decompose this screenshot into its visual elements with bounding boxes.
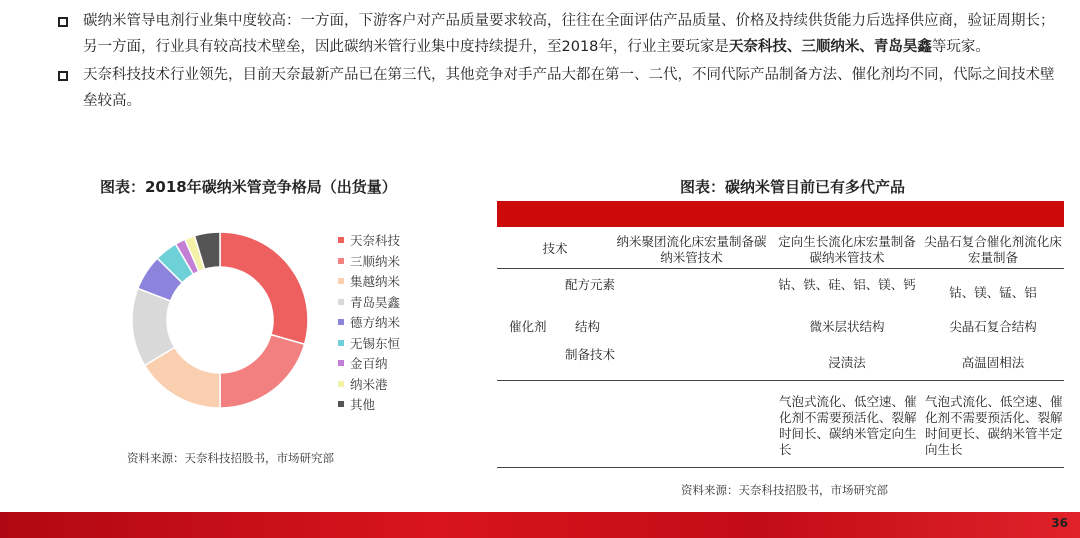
table-header-bar [497,201,1064,227]
legend-swatch-icon [338,258,344,264]
bullet-2-text: 天奈科技技术行业领先，目前天奈最新产品已在第三代，其他竞争对手产品大都在第一、二代，不同代际产品制备方法、催化剂均不同，代际之间技术壁垒较高。 [83,67,1055,109]
donut-chart-title: 图表：2018年碳纳米管竞争格局（出货量） [100,178,397,196]
legend-swatch-icon [338,237,344,243]
legend-label: 金百纳 [350,356,388,372]
legend-label: 集越纳米 [350,274,401,290]
row-structure-col2: 微米层状结构 [809,319,885,334]
donut-source: 资料来源：天奈科技招股书，市场研究部 [127,451,334,465]
bullet-1-text-bold: 天奈科技、三顺纳米、青岛昊鑫 [728,39,932,55]
legend-label: 其他 [350,397,376,413]
group-label-catalyst: 催化剂 [509,319,547,334]
row-preparation-col2: 浸渍法 [828,355,866,370]
row-label-structure: 结构 [575,319,601,334]
legend-item-7 [338,353,400,374]
page-number: 36 [1051,516,1068,530]
legend-item-1 [338,230,400,251]
footer-bar [0,512,1080,538]
donut-legend [338,230,400,415]
notes-col2: 气泡式流化、低空速、催化剂不需要预活化、裂解时间长、碳纳米管定向生长 [779,394,917,457]
bullet-1-text-a: 碳纳米管导电剂行业集中度较高：一方面，下游客户对产品质量要求较高，往往在全面评估产品质量、价格及持续供货能力后选择供应商，验证周期长；另一方面，行业具有较高技术壁垒，因此碳纳米管行业集中度持续提升，至2018年，行业主要玩家是 [83,13,1055,55]
bullet-item-2 [58,62,1068,114]
legend-swatch-icon [338,340,344,346]
legend-item-2 [338,251,400,272]
header-tech-label: 技术 [542,241,568,256]
header-col2: 定向生长流化床宏量制备碳纳米管技术 [778,234,916,265]
square-bullet-icon [58,71,68,81]
notes-col3: 气泡式流化、低空速、催化剂不需要预活化、裂解时间更长、碳纳米管半定向生长 [925,394,1063,457]
square-bullet-icon [58,17,68,27]
legend-label: 纳米港 [350,376,388,392]
donut-slice-2 [220,335,305,408]
legend-item-5 [338,312,400,333]
bullet-list [58,8,1068,116]
donut-chart-svg [120,220,320,420]
legend-swatch-icon [338,401,344,407]
row-label-formula: 配方元素 [565,277,616,292]
donut-chart [120,220,320,420]
legend-item-4 [338,292,400,313]
legend-swatch-icon [338,360,344,366]
legend-swatch-icon [338,278,344,284]
table-divider [497,380,1064,381]
table-source: 资料来源：天奈科技招股书，市场研究部 [681,483,888,497]
legend-swatch-icon [338,319,344,325]
legend-label: 三顺纳米 [350,253,401,269]
legend-item-9 [338,394,400,415]
generation-table [497,227,1064,467]
legend-swatch-icon [338,299,344,305]
bullet-item-1 [58,8,1068,60]
row-preparation-col3: 高温固相法 [961,355,1025,370]
row-formula-col3: 钴、镁、锰、铝 [949,285,1037,300]
legend-item-8 [338,374,400,395]
header-col3: 尖晶石复合催化剂流化床宏量制备 [924,234,1062,265]
row-label-preparation: 制备技术 [565,347,616,362]
row-formula-col2: 钴、铁、硅、铝、镁、钙 [778,277,916,292]
legend-label: 青岛昊鑫 [350,294,401,310]
table-divider [497,467,1064,468]
legend-label: 天奈科技 [350,233,401,249]
legend-label: 德方纳米 [350,315,401,331]
table-title: 图表：碳纳米管目前已有多代产品 [680,178,906,196]
header-col1: 纳米聚团流化床宏量制备碳纳米管技术 [616,234,767,265]
bullet-1-text-c: 等玩家。 [931,39,990,55]
legend-label: 无锡东恒 [350,335,401,351]
donut-slice-1 [220,232,308,344]
legend-item-3 [338,271,400,292]
table-divider [497,268,1064,269]
row-structure-col3: 尖晶石复合结构 [949,319,1037,334]
legend-swatch-icon [338,381,344,387]
legend-item-6 [338,333,400,354]
